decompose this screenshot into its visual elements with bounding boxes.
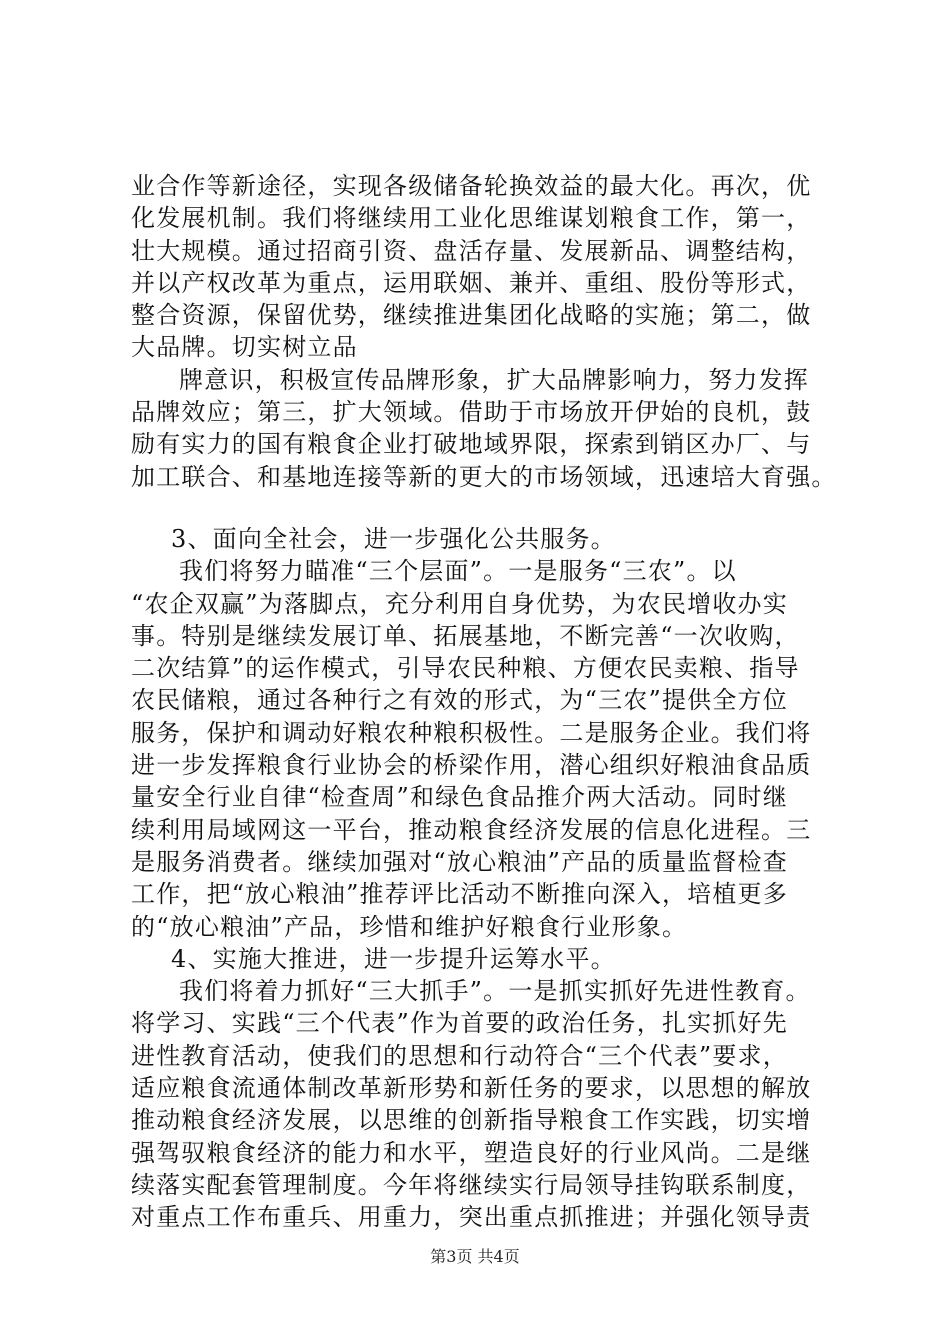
- paragraph-line: 进性教育活动，使我们的思想和行动符合“三个代表”要求，: [131, 1041, 788, 1070]
- paragraph-line: 壮大规模。通过招商引资、盘活存量、发展新品、调整结构，: [131, 236, 812, 265]
- paragraph-line: 加工联合、和基地连接等新的更大的市场领域，迅速培大育强。: [131, 462, 837, 491]
- paragraph-line: 农民储粮，通过各种行之有效的形式，为“三农”提供全方位: [131, 686, 788, 715]
- section-heading: 4、实施大推进，进一步提升运筹水平。: [171, 944, 616, 973]
- paragraph-line: 业合作等新途径，实现各级储备轮换效益的最大化。再次，优: [131, 172, 812, 200]
- paragraph-line: 是服务消费者。继续加强对“放心粮油”产品的质量监督检查: [131, 847, 788, 876]
- paragraph-line: 将学习、实践“三个代表”作为首要的政治任务，扎实抓好先: [131, 1009, 788, 1038]
- page-footer: 第3页 共4页: [430, 1247, 520, 1266]
- paragraph-line: 工作，把“放心粮油”推荐评比活动不断推向深入，培植更多: [131, 880, 788, 909]
- paragraph-line: 励有实力的国有粮食企业打破地域界限，探索到销区办厂、与: [131, 430, 812, 459]
- paragraph-line: 对重点工作布重兵、用重力，突出重点抓推进；并强化领导责: [131, 1203, 812, 1232]
- paragraph-line: 强驾驭粮食经济的能力和水平，塑造良好的行业风尚。二是继: [131, 1138, 812, 1167]
- paragraph-line: 整合资源，保留优势，继续推进集团化战略的实施；第二，做: [131, 301, 812, 330]
- section-heading: 3、面向全社会，进一步强化公共服务。: [171, 524, 616, 553]
- paragraph-line: 并以产权改革为重点，运用联姻、兼并、重组、股份等形式，: [131, 268, 812, 297]
- paragraph-gap: [131, 493, 851, 523]
- document-body: [131, 170, 851, 1234]
- paragraph-line: 大品牌。切实树立品: [131, 333, 358, 362]
- paragraph-line: 服务，保护和调动好粮农种粮积极性。二是服务企业。我们将: [131, 718, 812, 747]
- paragraph-line: 的“放心粮油”产品，珍惜和维护好粮食行业形象。: [131, 912, 688, 941]
- paragraph-line: 适应粮食流通体制改革新形势和新任务的要求，以思想的解放: [131, 1074, 812, 1103]
- paragraph-line: 我们将着力抓好“三大抓手”。一是抓实抓好先进性教育。: [179, 977, 811, 1006]
- paragraph-line: 量安全行业自律“检查周”和绿色食品推介两大活动。同时继: [131, 783, 788, 812]
- paragraph-line: 二次结算”的运作模式，引导农民种粮、方便农民卖粮、指导: [131, 654, 800, 683]
- paragraph-line: 推动粮食经济发展，以思维的创新指导粮食工作实践，切实增: [131, 1106, 812, 1135]
- paragraph-line: 品牌效应；第三，扩大领域。借助于市场放开伊始的良机，鼓: [131, 398, 812, 427]
- paragraph-line: 续落实配套管理制度。今年将继续实行局领导挂钩联系制度，: [131, 1170, 812, 1199]
- paragraph-line: 续利用局域网这一平台，推动粮食经济发展的信息化进程。三: [131, 815, 812, 844]
- paragraph-line: 进一步发挥粮食行业协会的桥梁作用，潜心组织好粮油食品质: [131, 751, 812, 780]
- paragraph-line: 事。特别是继续发展订单、拓展基地，不断完善“一次收购，: [131, 621, 800, 650]
- paragraph-line: 牌意识，积极宣传品牌形象，扩大品牌影响力，努力发挥: [179, 365, 809, 394]
- paragraph-line: 化发展机制。我们将继续用工业化思维谋划粮食工作，第一，: [131, 204, 812, 233]
- paragraph-line: “农企双赢”为落脚点，充分利用自身优势，为农民增收办实: [131, 589, 788, 618]
- paragraph-line: 我们将努力瞄准“三个层面”。一是服务“三农”。以: [179, 557, 737, 586]
